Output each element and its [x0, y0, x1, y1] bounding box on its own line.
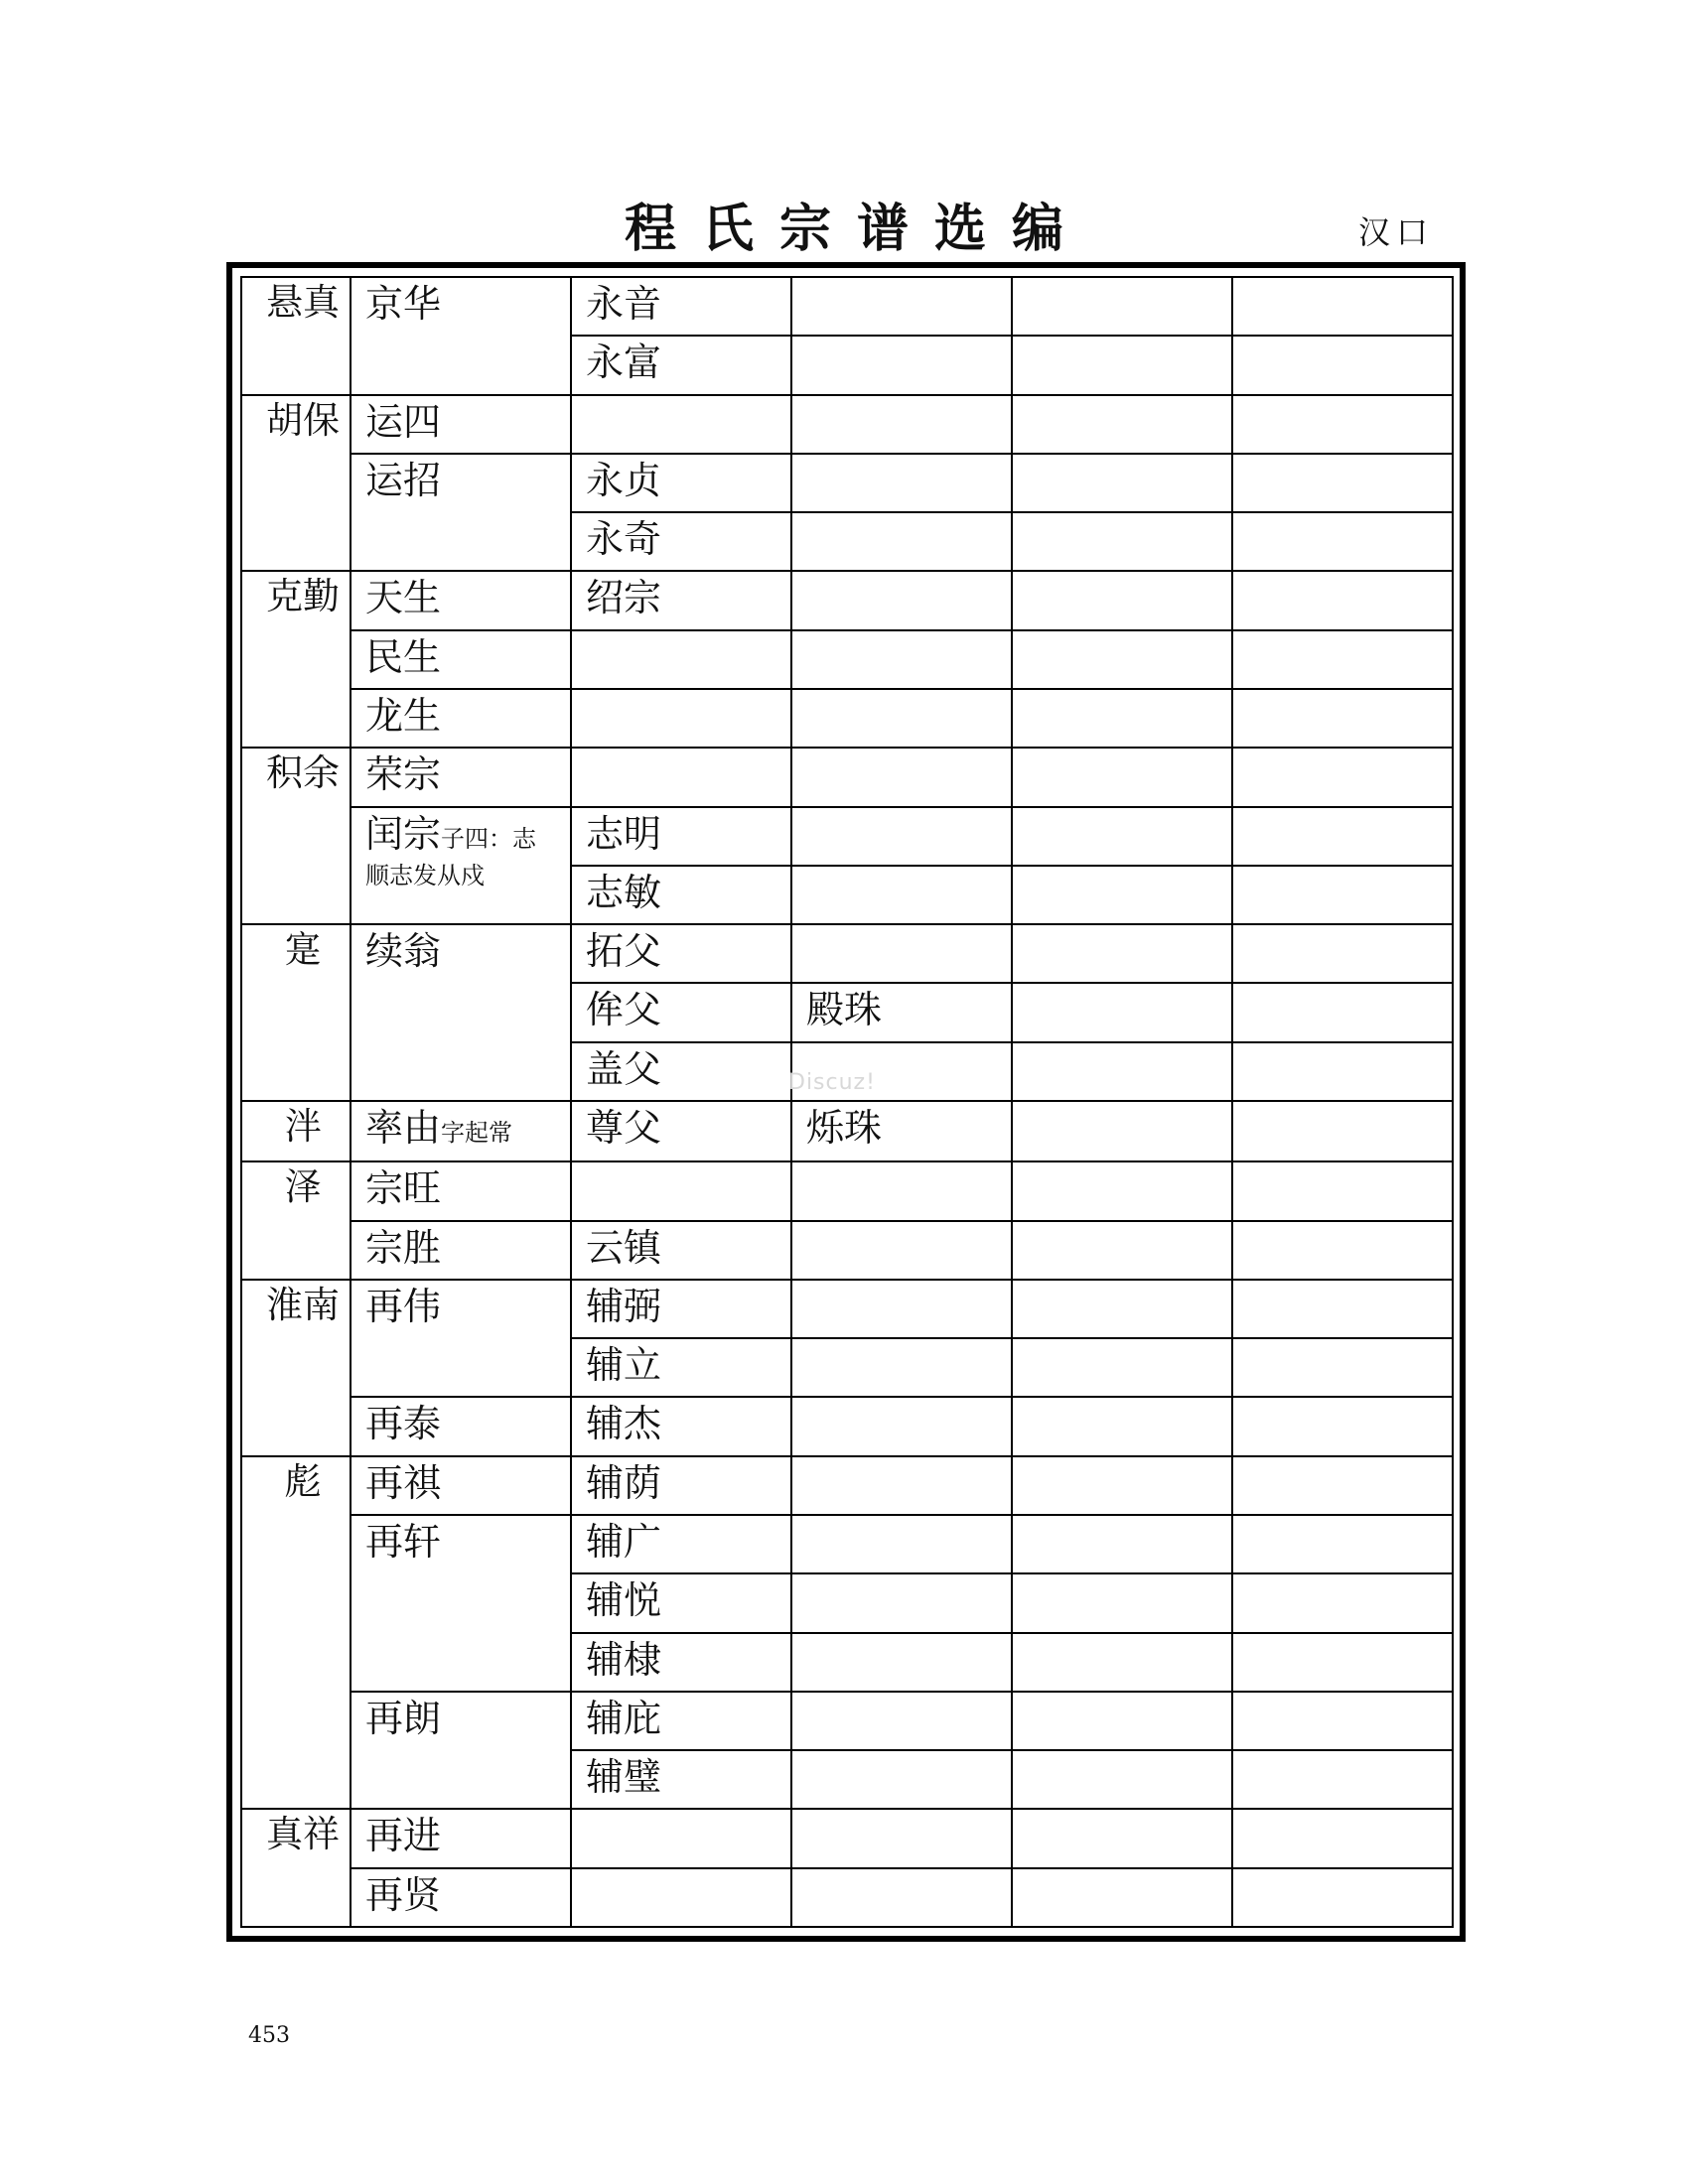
great-grandchild-cell [791, 748, 1012, 806]
empty-cell [1012, 1692, 1232, 1750]
empty-cell [1012, 1456, 1232, 1515]
empty-cell [1232, 1515, 1453, 1573]
ancestor-cell: 彪 [241, 1456, 351, 1810]
child-name: 再泰 [365, 1402, 442, 1446]
child-name: 运招 [365, 458, 442, 502]
genealogy-table-body [241, 277, 1453, 1927]
great-grandchild-cell [791, 1338, 1012, 1397]
empty-cell [1012, 807, 1232, 866]
child-cell [351, 1692, 571, 1810]
grandchild-cell: 拓父 [571, 924, 791, 983]
great-grandchild-cell [791, 1456, 1012, 1515]
grandchild-cell [571, 1868, 791, 1927]
empty-cell [1012, 1338, 1232, 1397]
table-row [241, 748, 1453, 806]
child-cell [351, 924, 571, 1101]
ancestor-cell: 积余 [241, 748, 351, 924]
child-cell [351, 1515, 571, 1692]
empty-cell [1232, 571, 1453, 629]
page-title: 程氏宗谱选编 [624, 199, 1089, 259]
genealogy-table [240, 276, 1454, 1928]
grandchild-cell: 志敏 [571, 866, 791, 924]
empty-cell [1012, 866, 1232, 924]
empty-cell [1012, 689, 1232, 748]
child-name: 宗旺 [365, 1166, 442, 1211]
empty-cell [1012, 983, 1232, 1041]
grandchild-cell: 绍宗 [571, 571, 791, 629]
child-note: 子四：志 [441, 824, 537, 853]
child-name: 再祺 [365, 1460, 442, 1505]
grandchild-cell: 侔父 [571, 983, 791, 1041]
child-cell [351, 277, 571, 395]
grandchild-cell: 永音 [571, 277, 791, 336]
empty-cell [1232, 395, 1453, 454]
ancestor-cell: 泽 [241, 1161, 351, 1280]
empty-cell [1232, 1042, 1453, 1101]
empty-cell [1012, 277, 1232, 336]
empty-cell [1232, 454, 1453, 512]
child-cell [351, 395, 571, 454]
grandchild-cell [571, 748, 791, 806]
child-cell [351, 630, 571, 689]
empty-cell [1012, 1515, 1232, 1573]
grandchild-cell: 盖父 [571, 1042, 791, 1101]
empty-cell [1232, 336, 1453, 394]
grandchild-cell: 永奇 [571, 512, 791, 571]
great-grandchild-cell [791, 512, 1012, 571]
child-cell [351, 1101, 571, 1161]
ancestor-cell: 寔 [241, 924, 351, 1101]
table-row [241, 454, 1453, 512]
child-cell [351, 1868, 571, 1927]
child-name: 运四 [365, 399, 442, 444]
great-grandchild-cell [791, 277, 1012, 336]
empty-cell [1232, 1692, 1453, 1750]
empty-cell [1232, 1397, 1453, 1455]
empty-cell [1232, 1161, 1453, 1220]
child-name: 续翁 [365, 929, 442, 974]
empty-cell [1012, 571, 1232, 629]
empty-cell [1012, 336, 1232, 394]
empty-cell [1012, 1221, 1232, 1280]
great-grandchild-cell [791, 1809, 1012, 1867]
empty-cell [1232, 924, 1453, 983]
table-row [241, 807, 1453, 866]
table-row [241, 924, 1453, 983]
empty-cell [1012, 1573, 1232, 1632]
grandchild-cell: 辅荫 [571, 1456, 791, 1515]
child-cell [351, 1161, 571, 1220]
great-grandchild-cell [791, 1573, 1012, 1632]
child-name: 率由 [365, 1105, 442, 1150]
empty-cell [1232, 512, 1453, 571]
table-row [241, 1868, 1453, 1927]
child-note: 字起常 [441, 1118, 513, 1147]
grandchild-cell: 尊父 [571, 1101, 791, 1161]
empty-cell [1012, 1397, 1232, 1455]
great-grandchild-cell [791, 1280, 1012, 1338]
child-cell [351, 807, 571, 925]
great-grandchild-cell [791, 630, 1012, 689]
page-number: 453 [248, 2023, 290, 2048]
great-grandchild-cell [791, 866, 1012, 924]
empty-cell [1232, 1456, 1453, 1515]
child-name: 再轩 [365, 1519, 442, 1564]
empty-cell [1012, 1750, 1232, 1809]
empty-cell [1232, 1280, 1453, 1338]
empty-cell [1232, 866, 1453, 924]
ancestor-cell: 克勤 [241, 571, 351, 748]
table-row [241, 1161, 1453, 1220]
table-row [241, 630, 1453, 689]
table-row [241, 1692, 1453, 1750]
child-cell [351, 748, 571, 806]
empty-cell [1232, 630, 1453, 689]
empty-cell [1232, 1809, 1453, 1867]
great-grandchild-cell [791, 1633, 1012, 1692]
child-name: 再朗 [365, 1696, 442, 1740]
grandchild-cell: 云镇 [571, 1221, 791, 1280]
child-name: 再贤 [365, 1872, 442, 1917]
empty-cell [1012, 630, 1232, 689]
table-row [241, 1456, 1453, 1515]
empty-cell [1232, 1633, 1453, 1692]
empty-cell [1012, 1280, 1232, 1338]
empty-cell [1232, 1338, 1453, 1397]
table-row [241, 1397, 1453, 1455]
great-grandchild-cell [791, 454, 1012, 512]
empty-cell [1012, 1809, 1232, 1867]
child-name: 民生 [365, 634, 442, 679]
table-row [241, 571, 1453, 629]
great-grandchild-cell: 殿珠 [791, 983, 1012, 1041]
great-grandchild-cell [791, 924, 1012, 983]
grandchild-cell: 永富 [571, 336, 791, 394]
empty-cell [1232, 1221, 1453, 1280]
table-row [241, 1221, 1453, 1280]
table-row [241, 1280, 1453, 1338]
empty-cell [1012, 924, 1232, 983]
table-row [241, 1101, 1453, 1161]
great-grandchild-cell [791, 1515, 1012, 1573]
table-row [241, 277, 1453, 336]
ancestor-cell: 淮南 [241, 1280, 351, 1456]
great-grandchild-cell [791, 571, 1012, 629]
table-row [241, 689, 1453, 748]
empty-cell [1232, 1101, 1453, 1161]
grandchild-cell: 辅棣 [571, 1633, 791, 1692]
child-cell [351, 571, 571, 629]
child-name: 龙生 [365, 693, 442, 738]
child-name: 京华 [365, 282, 442, 326]
child-name: 宗胜 [365, 1225, 442, 1270]
child-name: 再伟 [365, 1284, 442, 1328]
child-name: 天生 [365, 576, 442, 620]
ancestor-cell: 悬真 [241, 277, 351, 395]
empty-cell [1232, 807, 1453, 866]
grandchild-cell: 永贞 [571, 454, 791, 512]
grandchild-cell [571, 689, 791, 748]
child-name: 再进 [365, 1814, 442, 1858]
empty-cell [1012, 1161, 1232, 1220]
child-cell [351, 689, 571, 748]
empty-cell [1012, 1101, 1232, 1161]
table-row [241, 395, 1453, 454]
child-cell [351, 1397, 571, 1455]
watermark: Discuz! [788, 1070, 876, 1095]
great-grandchild-cell [791, 1692, 1012, 1750]
empty-cell [1232, 1750, 1453, 1809]
ancestor-cell: 泮 [241, 1101, 351, 1161]
grandchild-cell: 志明 [571, 807, 791, 866]
child-cell [351, 1456, 571, 1515]
child-name: 闰宗 [365, 811, 442, 856]
grandchild-cell: 辅璧 [571, 1750, 791, 1809]
great-grandchild-cell [791, 1221, 1012, 1280]
genealogy-table-frame [226, 262, 1466, 1942]
grandchild-cell: 辅悦 [571, 1573, 791, 1632]
child-cell [351, 454, 571, 572]
great-grandchild-cell [791, 1868, 1012, 1927]
great-grandchild-cell [791, 395, 1012, 454]
ancestor-cell: 真祥 [241, 1809, 351, 1927]
grandchild-cell [571, 1809, 791, 1867]
empty-cell [1012, 1042, 1232, 1101]
empty-cell [1232, 1868, 1453, 1927]
empty-cell [1012, 1868, 1232, 1927]
great-grandchild-cell [791, 1161, 1012, 1220]
grandchild-cell: 辅杰 [571, 1397, 791, 1455]
great-grandchild-cell [791, 1750, 1012, 1809]
great-grandchild-cell [791, 1397, 1012, 1455]
empty-cell [1012, 395, 1232, 454]
child-cell [351, 1809, 571, 1867]
empty-cell [1232, 277, 1453, 336]
child-name: 荣宗 [365, 752, 442, 797]
empty-cell [1012, 1633, 1232, 1692]
grandchild-cell: 辅广 [571, 1515, 791, 1573]
child-cell [351, 1221, 571, 1280]
grandchild-cell: 辅庇 [571, 1692, 791, 1750]
ancestor-cell: 胡保 [241, 395, 351, 572]
place-label: 汉口 [1358, 213, 1435, 251]
great-grandchild-cell [791, 336, 1012, 394]
child-note-continued: 顺志发从戍 [365, 861, 485, 889]
table-row [241, 1809, 1453, 1867]
grandchild-cell [571, 395, 791, 454]
grandchild-cell [571, 630, 791, 689]
empty-cell [1232, 1573, 1453, 1632]
empty-cell [1012, 512, 1232, 571]
empty-cell [1232, 983, 1453, 1041]
empty-cell [1012, 454, 1232, 512]
table-row [241, 1515, 1453, 1573]
grandchild-cell: 辅弼 [571, 1280, 791, 1338]
great-grandchild-cell: 烁珠 [791, 1101, 1012, 1161]
empty-cell [1232, 748, 1453, 806]
great-grandchild-cell [791, 807, 1012, 866]
child-cell [351, 1280, 571, 1398]
great-grandchild-cell [791, 689, 1012, 748]
grandchild-cell: 辅立 [571, 1338, 791, 1397]
empty-cell [1012, 748, 1232, 806]
empty-cell [1232, 689, 1453, 748]
grandchild-cell [571, 1161, 791, 1220]
